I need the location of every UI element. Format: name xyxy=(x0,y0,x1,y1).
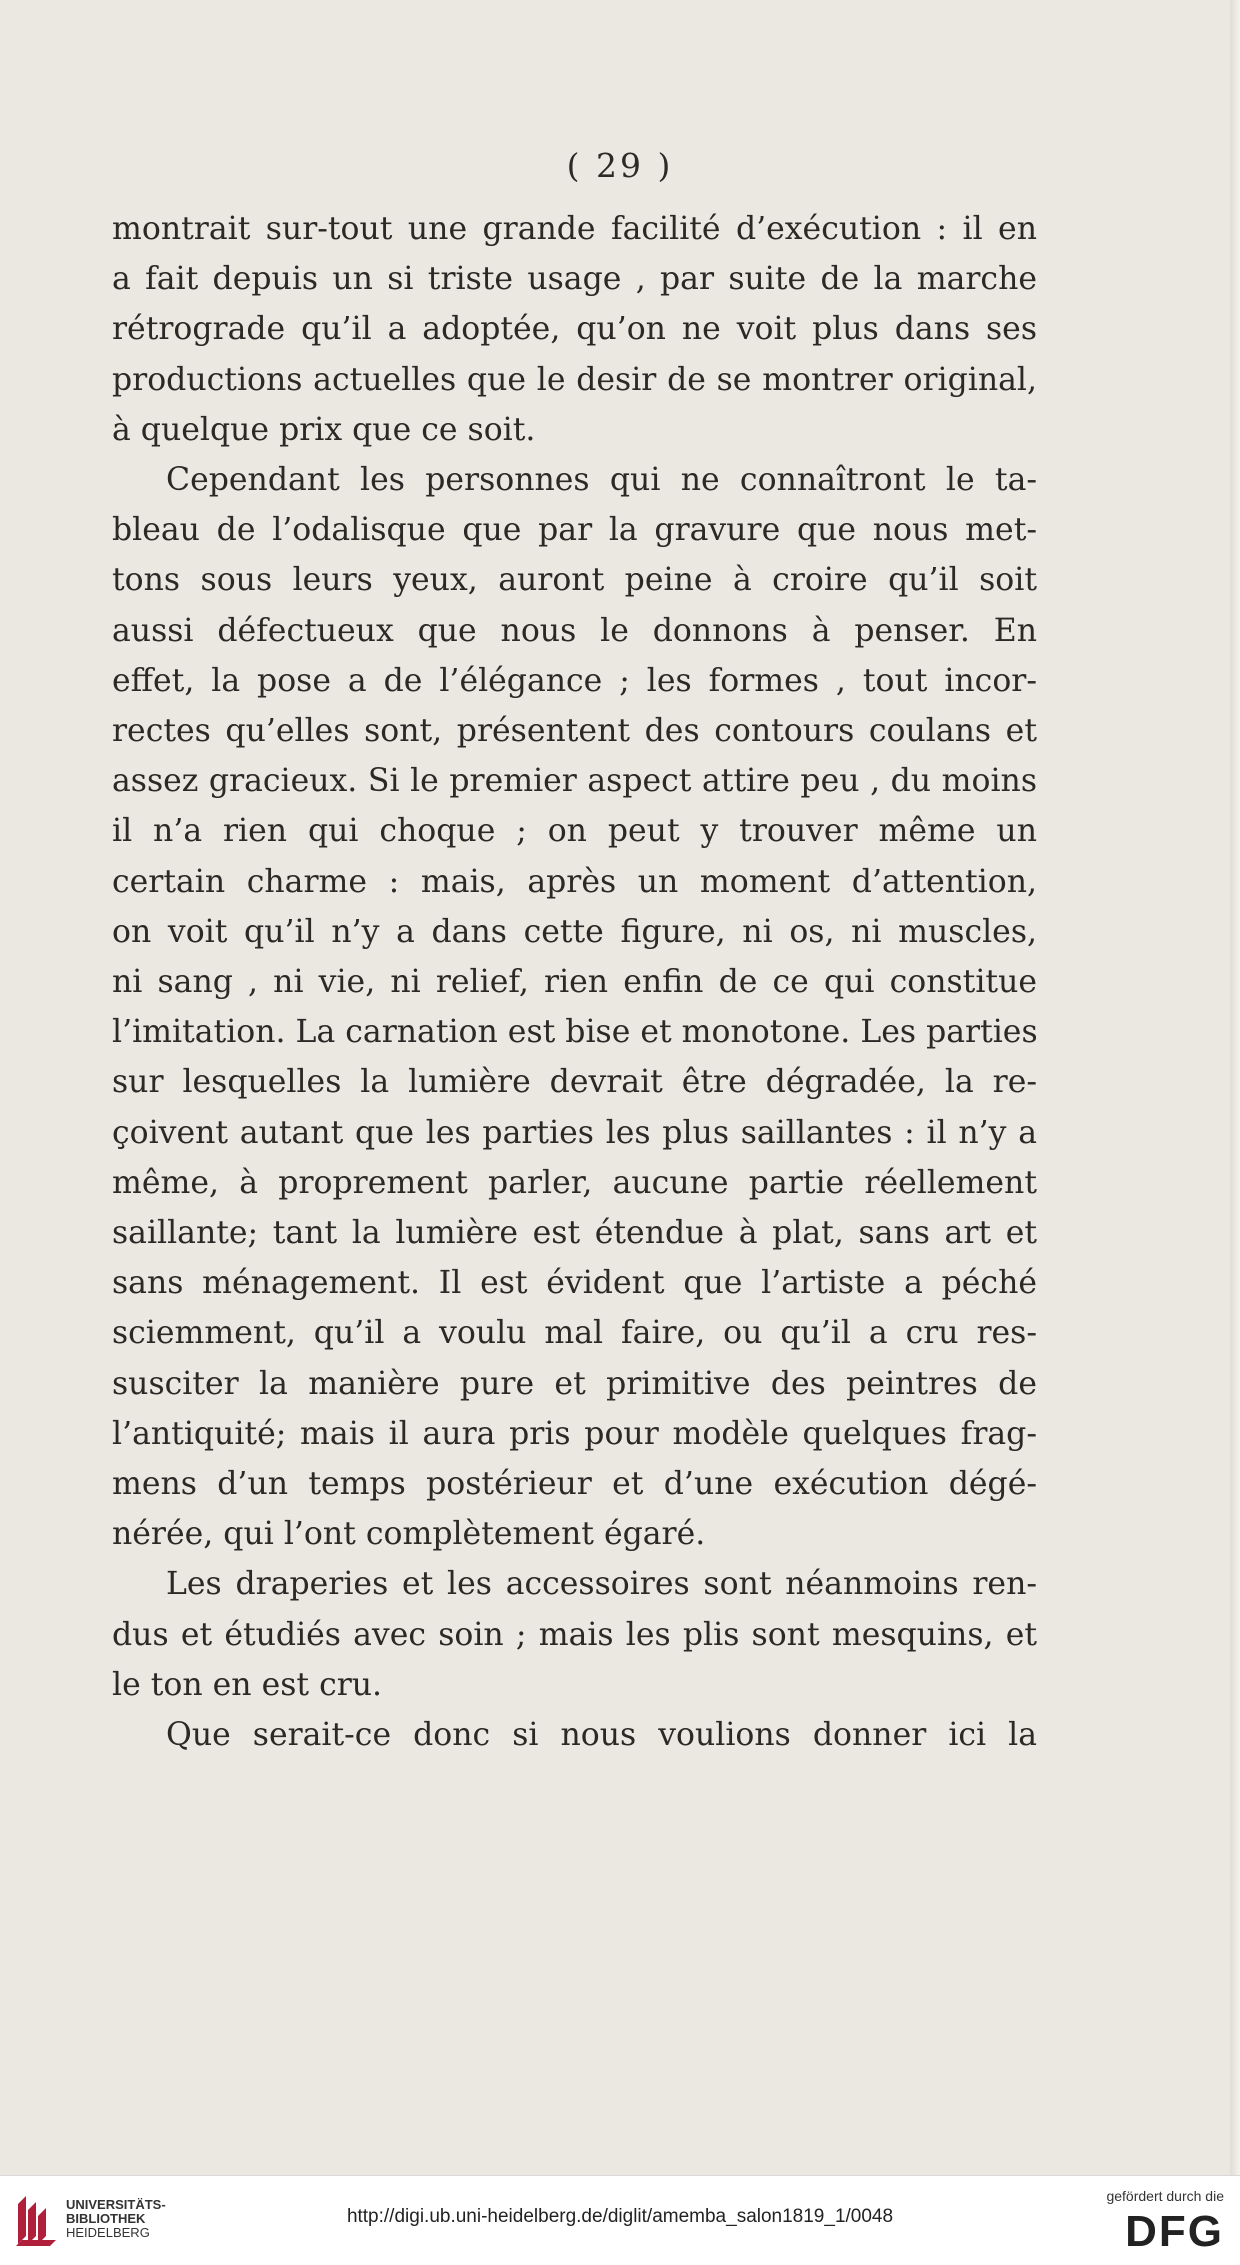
text-line: çoivent autant que les parties les plus saillantes : il n’y a xyxy=(112,1114,1037,1151)
text-line: saillante; tant la lumière est étendue à plat, sans art et xyxy=(112,1215,1037,1252)
text-line: assez gracieux. Si le premier aspect attire peu , du moins xyxy=(112,763,1037,800)
text-line: Cependant les personnes qui ne connaîtront le ta- xyxy=(166,462,1037,499)
text-line: l’antiquité; mais il aura pris pour modèle quelques frag- xyxy=(112,1415,1037,1452)
text-line: susciter la manière pure et primitive des peintres de xyxy=(112,1365,1037,1402)
text-line: ni sang , ni vie, ni relief, rien enfin de ce qui constitue xyxy=(112,964,1037,1001)
text-line: on voit qu’il n’y a dans cette figure, ni os, ni muscles, xyxy=(112,913,1037,950)
text-line: rectes qu’elles sont, présentent des contours coulans et xyxy=(112,713,1037,750)
text-line: montrait sur-tout une grande facilité d’exécution : il en xyxy=(112,211,1037,247)
text-line: tons sous leurs yeux, auront peine à croire qu’il soit xyxy=(112,562,1037,599)
text-line: l’imitation. La carnation est bise et monotone. Les parties xyxy=(112,1014,1038,1051)
page-edge-shadow xyxy=(1230,0,1240,2175)
text-line: nérée, qui l’ont complètement égaré. xyxy=(112,1516,706,1553)
text-line: Que serait-ce donc si nous voulions donner ici la xyxy=(166,1717,1037,1754)
text-line: il n’a rien qui choque ; on peut y trouver même un xyxy=(112,813,1037,850)
text-line: Les draperies et les accessoires sont néanmoins ren- xyxy=(166,1566,1037,1603)
text-line: productions actuelles que le desir de se montrer original, xyxy=(112,361,1037,398)
text-line: rétrograde qu’il a adoptée, qu’on ne voit plus dans ses xyxy=(112,311,1037,348)
page-number: ( 29 ) xyxy=(566,146,674,185)
text-line: mens d’un temps postérieur et d’une exécution dégé- xyxy=(112,1466,1037,1503)
paragraph xyxy=(112,455,1037,1559)
permalink-url[interactable]: http://digi.ub.uni-heidelberg.de/diglit/amemba_salon1819_1/0048 xyxy=(346,2206,894,2227)
text-line: dus et étudiés avec soin ; mais les plis sont mesquins, et xyxy=(112,1616,1037,1653)
funder-caption: gefördert durch die xyxy=(1106,2188,1224,2204)
text-line: même, à proprement parler, aucune partie réellement xyxy=(112,1164,1037,1201)
text-line: aussi défectueux que nous le donnons à penser. En xyxy=(112,612,1037,649)
dfg-logo: DFG xyxy=(1125,2207,1224,2256)
text-line: le ton en est cru. xyxy=(112,1666,383,1703)
text-line: effet, la pose a de l’élégance ; les formes , tout incor- xyxy=(112,662,1037,699)
text-line: bleau de l’odalisque que par la gravure que nous met- xyxy=(112,512,1037,549)
text-line: certain charme : mais, après un moment d’attention, xyxy=(112,863,1037,900)
body-text xyxy=(112,204,1037,1760)
text-line: sans ménagement. Il est évident que l’artiste a péché xyxy=(112,1265,1037,1302)
footer-bar xyxy=(0,2175,1240,2265)
text-line: sur lesquelles la lumière devrait être dégradée, la re- xyxy=(112,1064,1037,1101)
library-name-line: UNIVERSITÄTS- xyxy=(66,2197,166,2212)
text-line: sciemment, qu’il a voulu mal faire, ou qu’il a cru res- xyxy=(112,1315,1037,1352)
library-name-line: HEIDELBERG xyxy=(66,2225,150,2240)
text-line: à quelque prix que ce soit. xyxy=(112,411,536,448)
text-line: a fait depuis un si triste usage , par suite de la marche xyxy=(112,261,1037,298)
library-name-line: BIBLIOTHEK xyxy=(66,2211,146,2226)
paragraph xyxy=(112,1710,1037,1760)
paragraph xyxy=(112,1559,1037,1710)
paragraph xyxy=(112,204,1037,455)
